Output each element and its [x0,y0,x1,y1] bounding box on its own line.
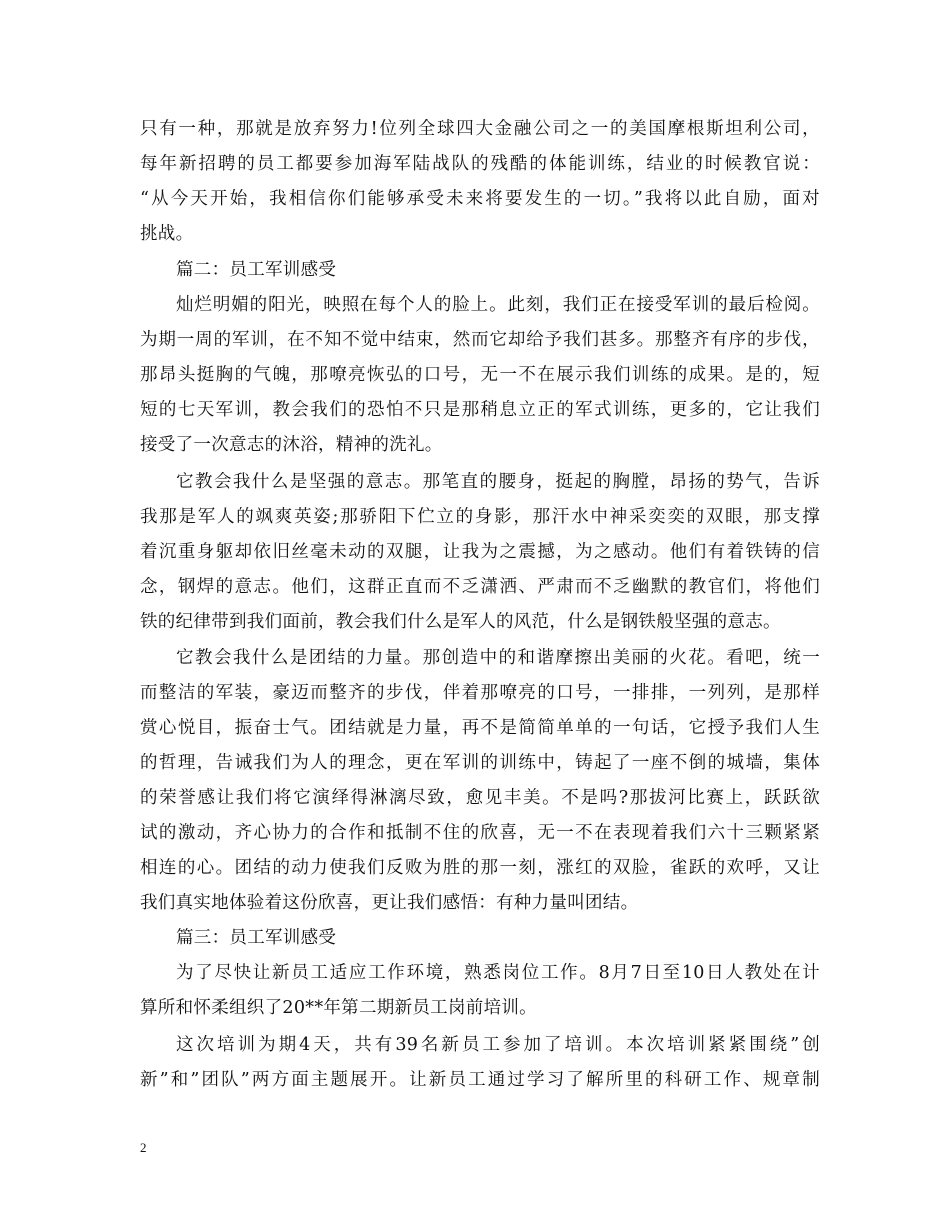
text-line: 试的激动，齐心协力的合作和抵制不住的欣喜，无一不在表现着我们六十三颗紧紧 [140,823,820,843]
text-line: 为了尽快让新员工适应工作环境，熟悉岗位工作。8月7日至10日人教处在计 [176,963,820,983]
text-line: 我们真实地体验着这份欣喜，更让我们感悟：有种力量叫团结。 [140,893,639,913]
text-line: 短的七天军训，教会我们的恐怕不只是那稍息立正的军式训练，更多的，它让我们 [140,400,820,420]
text-line: 它教会我什么是团结的力量。那创造中的和谐摩擦出美丽的火花。看吧，统一 [176,648,820,668]
text-line: 的哲理，告诫我们为人的理念，更在军训的训练中，铸起了一座不倒的城墙，集体 [140,753,820,773]
text-line: 着沉重身躯却依旧丝毫未动的双腿，让我为之震撼，为之感动。他们有着铁铸的信 [140,542,820,562]
text-line: 新”和”团队”两方面主题展开。让新员工通过学习了解所里的科研工作、规章制 [140,1070,820,1090]
text-line: “从今天开始，我相信你们能够承受未来将要发生的一切。”我将以此自励，面对 [140,189,820,209]
section-heading: 篇二：员工军训感受 [176,260,337,280]
text-line: 而整洁的军装，豪迈而整齐的步伐，伴着那嘹亮的口号，一排排，一列列，是那样 [140,683,820,703]
text-line: 接受了一次意志的沐浴，精神的洗礼。 [140,435,443,455]
page-number: 2 [140,1140,147,1155]
text-line: 为期一周的军训，在不知不觉中结束，然而它却给予我们甚多。那整齐有序的步伐， [140,330,820,350]
text-line: 念，钢焊的意志。他们，这群正直而不乏潇洒、严肃而不乏幽默的教官们，将他们 [140,577,820,597]
text-line: 铁的纪律带到我们面前，教会我们什么是军人的风范，什么是钢铁般坚强的意志。 [140,612,781,632]
text-line: 相连的心。团结的动力使我们反败为胜的那一刻，涨红的双脸，雀跃的欢呼，又让 [140,858,820,878]
section-heading: 篇三：员工军训感受 [176,928,337,948]
text-line: 算所和怀柔组织了20**年第二期新员工岗前培训。 [140,998,537,1018]
text-line: 它教会我什么是坚强的意志。那笔直的腰身，挺起的胸膛，昂扬的势气，告诉 [176,472,820,492]
text-line: 挑战。 [140,224,194,244]
text-line: 每年新招聘的员工都要参加海军陆战队的残酷的体能训练，结业的时候教官说： [140,154,820,174]
text-line: 那昂头挺胸的气魄，那嘹亮恢弘的口号，无一不在展示我们训练的成果。是的，短 [140,365,820,385]
text-line: 我那是军人的飒爽英姿;那骄阳下伫立的身影，那汗水中神采奕奕的双眼，那支撑 [140,507,820,527]
text-line: 灿烂明媚的阳光，映照在每个人的脸上。此刻，我们正在接受军训的最后检阅。 [176,295,820,315]
text-line: 这次培训为期4天，共有39名新员工参加了培训。本次培训紧紧围绕”创 [176,1035,820,1055]
text-line: 赏心悦目，振奋士气。团结就是力量，再不是简简单单的一句话，它授予我们人生 [140,718,820,738]
text-line: 只有一种，那就是放弃努力!位列全球四大金融公司之一的美国摩根斯坦利公司， [140,119,820,139]
text-line: 的荣誉感让我们将它演绎得淋漓尽致，愈见丰美。不是吗?那拔河比赛上，跃跃欲 [140,788,820,808]
